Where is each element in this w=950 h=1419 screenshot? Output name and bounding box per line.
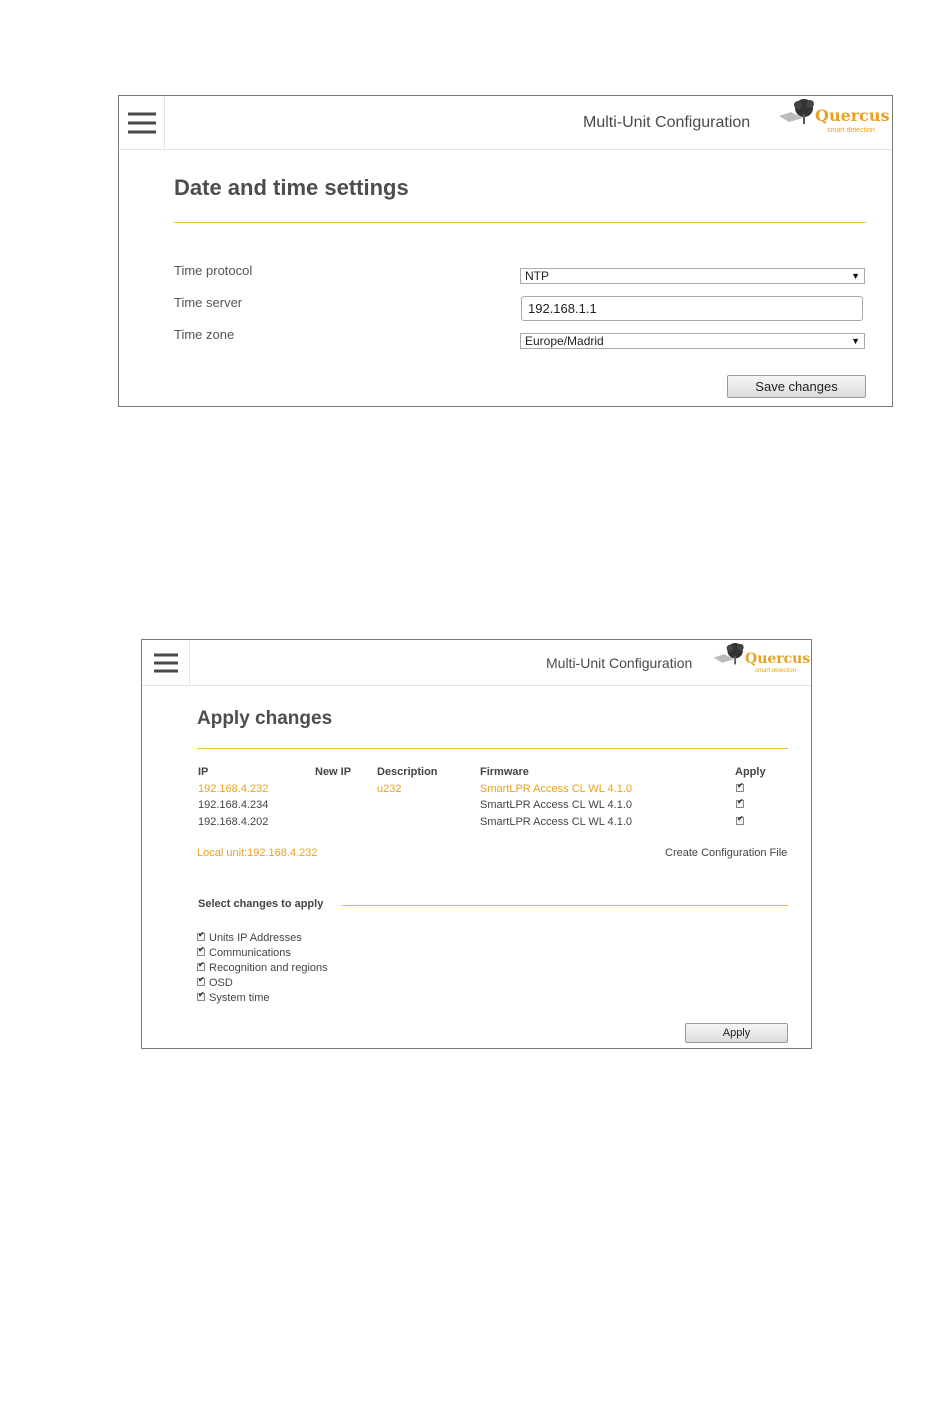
- option-label: OSD: [209, 977, 233, 989]
- option-checkbox[interactable]: [197, 933, 205, 941]
- dropdown-arrow-icon: ▼: [851, 271, 860, 281]
- column-header-ip: IP: [198, 766, 209, 778]
- menu-button[interactable]: [119, 96, 165, 149]
- column-header-firmware: Firmware: [480, 766, 529, 778]
- apply-button[interactable]: Apply: [685, 1023, 788, 1043]
- option-units-ip-addresses[interactable]: [197, 932, 302, 944]
- logo-brand: Quercus: [815, 106, 890, 125]
- time-zone-label: Time zone: [174, 327, 235, 342]
- column-header-new-ip: New IP: [315, 766, 352, 778]
- option-checkbox[interactable]: [197, 948, 205, 956]
- row-description[interactable]: u232: [377, 783, 402, 795]
- time-server-input[interactable]: 192.168.1.1: [521, 296, 863, 321]
- time-protocol-select[interactable]: [520, 268, 865, 284]
- create-configuration-file-link[interactable]: Create Configuration File: [665, 847, 788, 859]
- title-divider: [197, 748, 788, 749]
- local-unit-link[interactable]: Local unit:192.168.4.232: [197, 847, 318, 859]
- column-header-description: Description: [377, 766, 438, 778]
- column-header-apply: Apply: [735, 766, 766, 778]
- option-system-time[interactable]: [197, 992, 270, 1004]
- quercus-logo: [712, 640, 811, 682]
- logo-tagline: smart detection: [755, 668, 797, 674]
- apply-checkbox[interactable]: [736, 784, 744, 792]
- apply-changes-panel: [141, 639, 812, 1049]
- row-firmware: SmartLPR Access CL WL 4.1.0: [480, 816, 633, 828]
- row-firmware: SmartLPR Access CL WL 4.1.0: [480, 799, 633, 811]
- select-changes-title: Select changes to apply: [198, 898, 324, 910]
- option-label: Recognition and regions: [209, 962, 328, 974]
- top-bar: [142, 640, 811, 686]
- page-title: Apply changes: [197, 708, 333, 729]
- time-protocol-label: Time protocol: [174, 263, 253, 278]
- dropdown-arrow-icon: ▼: [851, 336, 860, 346]
- time-protocol-value: NTP: [525, 269, 549, 283]
- option-osd[interactable]: [197, 977, 233, 989]
- option-label: System time: [209, 992, 270, 1004]
- top-bar: [119, 96, 892, 150]
- save-changes-button[interactable]: Save changes: [727, 375, 866, 398]
- title-divider: [174, 222, 866, 223]
- option-communications[interactable]: [197, 947, 291, 959]
- tree-icon: [777, 96, 819, 130]
- logo-tagline: smart detection: [827, 127, 875, 134]
- row-ip[interactable]: 192.168.4.232: [198, 783, 269, 795]
- option-checkbox[interactable]: [197, 993, 205, 1001]
- section-divider: [342, 905, 788, 906]
- time-server-label: Time server: [174, 295, 243, 310]
- option-recognition-and-regions[interactable]: [197, 962, 328, 974]
- page-title: Date and time settings: [174, 175, 409, 200]
- hamburger-icon: [154, 653, 178, 672]
- hamburger-icon: [128, 112, 156, 133]
- row-ip: 192.168.4.202: [198, 816, 269, 828]
- row-ip: 192.168.4.234: [198, 799, 269, 811]
- app-title: Multi-Unit Configuration: [546, 655, 693, 671]
- tree-icon: [712, 640, 748, 670]
- option-checkbox[interactable]: [197, 978, 205, 986]
- apply-checkbox[interactable]: [736, 817, 744, 825]
- option-label: Communications: [209, 947, 291, 959]
- app-title: Multi-Unit Configuration: [583, 114, 751, 131]
- option-checkbox[interactable]: [197, 963, 205, 971]
- option-label: Units IP Addresses: [209, 932, 302, 944]
- time-zone-value: Europe/Madrid: [525, 334, 604, 348]
- menu-button[interactable]: [142, 640, 190, 685]
- row-firmware[interactable]: SmartLPR Access CL WL 4.1.0: [480, 783, 633, 795]
- date-time-settings-panel: [118, 95, 893, 407]
- apply-checkbox[interactable]: [736, 800, 744, 808]
- time-zone-select[interactable]: [520, 333, 865, 349]
- quercus-logo: [777, 96, 890, 146]
- logo-brand: Quercus: [745, 651, 811, 667]
